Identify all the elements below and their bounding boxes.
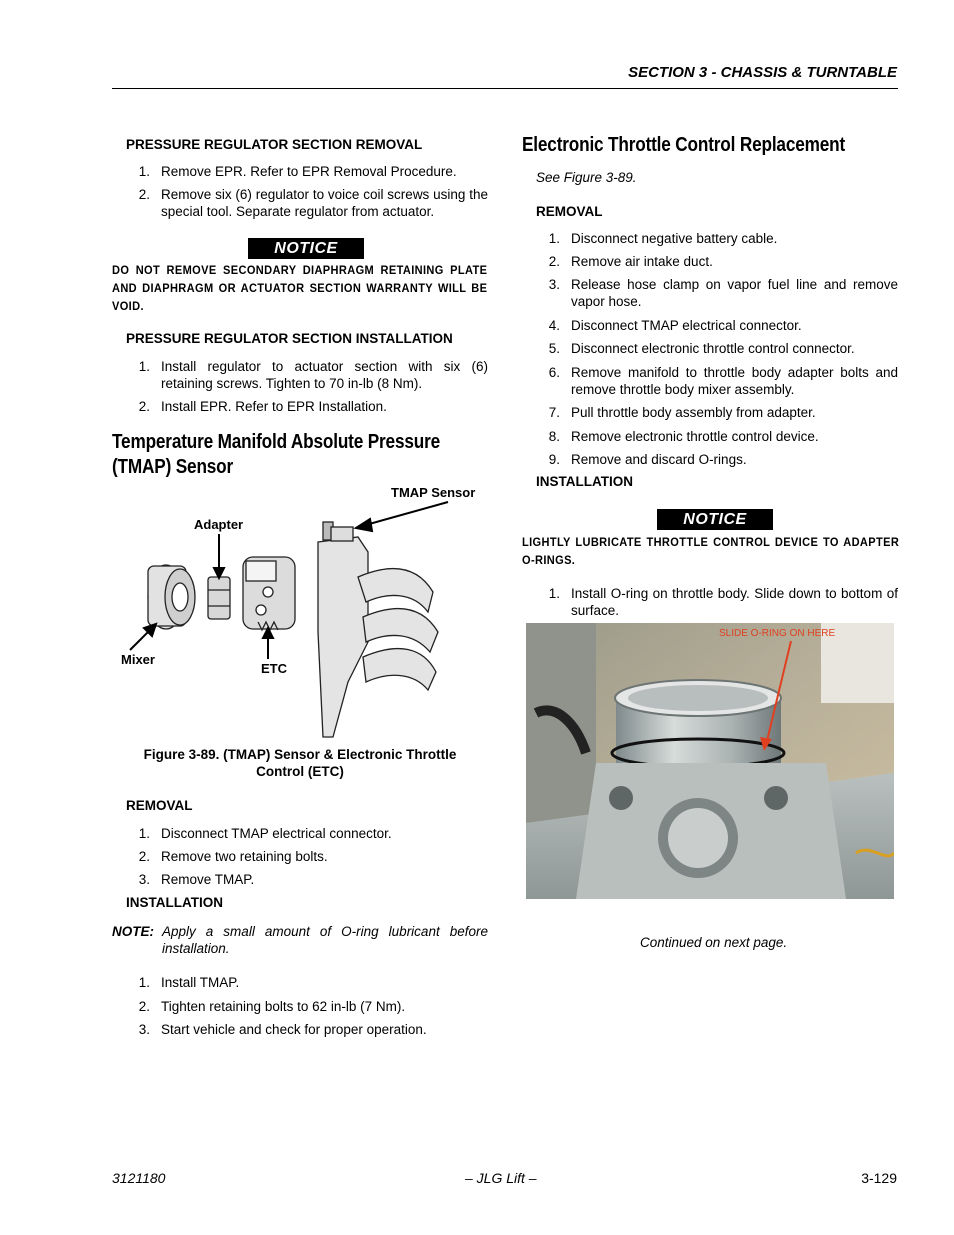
figure-illustration [118,482,488,742]
figure-label-etc: ETC [261,661,287,676]
oring-photo [526,623,894,899]
step-number: 8. [548,429,560,444]
step-text: Remove manifold to throttle body adapter bolts and remove throttle body mixer assembly. [571,365,898,397]
pr-install-heading: PRESSURE REGULATOR SECTION INSTALLATION [126,331,453,346]
tmap-title-line2: (TMAP) Sensor [112,456,234,478]
step-number: 4. [548,318,560,333]
step-text: Remove two retaining bolts. [161,849,328,864]
manifold-drawing [318,522,438,737]
notice-badge: NOTICE [248,238,364,259]
see-figure-reference: See Figure 3-89. [536,170,637,185]
adapter-drawing [208,577,230,619]
step-number: 1. [548,231,560,246]
step-number: 2. [138,399,150,414]
step-number: 3. [548,277,560,292]
figure-tmap-etc [118,482,488,742]
step-text: Install O-ring on throttle body. Slide down to bottom of surface. [571,586,898,618]
step-number: 1. [548,586,560,601]
pr-removal-heading: PRESSURE REGULATOR SECTION REMOVAL [126,137,423,152]
photo-annotation-label: SLIDE O-RING ON HERE [719,628,836,639]
step-number: 5. [548,341,560,356]
step-number: 7. [548,405,560,420]
step-text: Disconnect TMAP electrical connector. [161,826,392,841]
step-text: Pull throttle body assembly from adapter. [571,405,816,420]
figure-label-adapter: Adapter [194,517,244,532]
footer-center-text: – JLG Lift – [465,1170,537,1186]
step-text: Disconnect electronic throttle control connector. [571,341,855,356]
step-number: 2. [138,187,150,202]
tmap-removal-heading: REMOVAL [126,798,193,813]
step-number: 2. [138,999,150,1014]
step-number: 9. [548,452,560,467]
footer-page-number: 3-129 [861,1170,897,1186]
etc-removal-heading: REMOVAL [536,204,603,219]
section-header-title: SECTION 3 - CHASSIS & TURNTABLE [628,64,897,81]
tmap-installation-heading: INSTALLATION [126,895,223,910]
step-text: Remove and discard O-rings. [571,452,747,467]
step-text: Disconnect TMAP electrical connector. [571,318,802,333]
step-text: Install regulator to actuator section with six (6) retaining screws. Tighten to 70 in-lb (8 Nm). [161,359,488,391]
figure-caption-line2: Control (ETC) [256,764,344,779]
step-text: Release hose clamp on vapor fuel line and remove vapor hose. [571,277,898,309]
note-text: Apply a small amount of O-ring lubricant before installation. [162,924,488,956]
figure-label-tmap-sensor: TMAP Sensor [391,485,476,500]
header-divider [112,88,898,89]
oring-photo-image [526,623,894,899]
step-text: Tighten retaining bolts to 62 in-lb (7 Nm). [161,999,406,1014]
step-text: Start vehicle and check for proper operation. [161,1022,427,1037]
tmap-section-title [112,430,440,480]
footer-doc-number: 3121180 [112,1170,166,1186]
step-number: 1. [138,975,150,990]
step-number: 3. [138,872,150,887]
step-text: Disconnect negative battery cable. [571,231,778,246]
step-number: 2. [138,849,150,864]
tmap-title-line1: Temperature Manifold Absolute Pressure [112,431,440,453]
step-number: 3. [138,1022,150,1037]
step-text: Remove electronic throttle control device. [571,429,819,444]
figure-caption [112,746,488,780]
step-number: 6. [548,365,560,380]
step-text: Install TMAP. [161,975,240,990]
step-text: Install EPR. Refer to EPR Installation. [161,399,387,414]
step-text: Remove EPR. Refer to EPR Removal Procedure. [161,164,457,179]
step-text: Remove TMAP. [161,872,255,887]
etc-installation-heading: INSTALLATION [536,474,633,489]
figure-caption-line1: Figure 3-89. (TMAP) Sensor & Electronic Throttle [143,747,457,762]
continued-note: Continued on next page. [640,935,788,950]
note-label: NOTE: [112,924,154,939]
step-text: Remove air intake duct. [571,254,713,269]
step-number: 1. [138,826,150,841]
notice-text: LIGHTLY LUBRICATE THROTTLE CONTROL DEVICE TO ADAPTER O-RINGS. [522,535,900,567]
notice-text: DO NOT REMOVE SECONDARY DIAPHRAGM RETAINING PLATE AND DIAPHRAGM OR ACTUATOR SECTION WARRANTY WILL BE VOID. [112,263,488,313]
notice-badge: NOTICE [657,509,773,530]
etc-section-title: Electronic Throttle Control Replacement [522,134,846,156]
step-number: 1. [138,164,150,179]
figure-label-mixer: Mixer [121,652,155,667]
step-number: 2. [548,254,560,269]
step-number: 1. [138,359,150,374]
mixer-drawing [148,565,195,629]
etc-drawing [243,557,295,630]
step-text: Remove six (6) regulator to voice coil screws using the special tool. Separate regulator from actuator. [161,187,488,219]
